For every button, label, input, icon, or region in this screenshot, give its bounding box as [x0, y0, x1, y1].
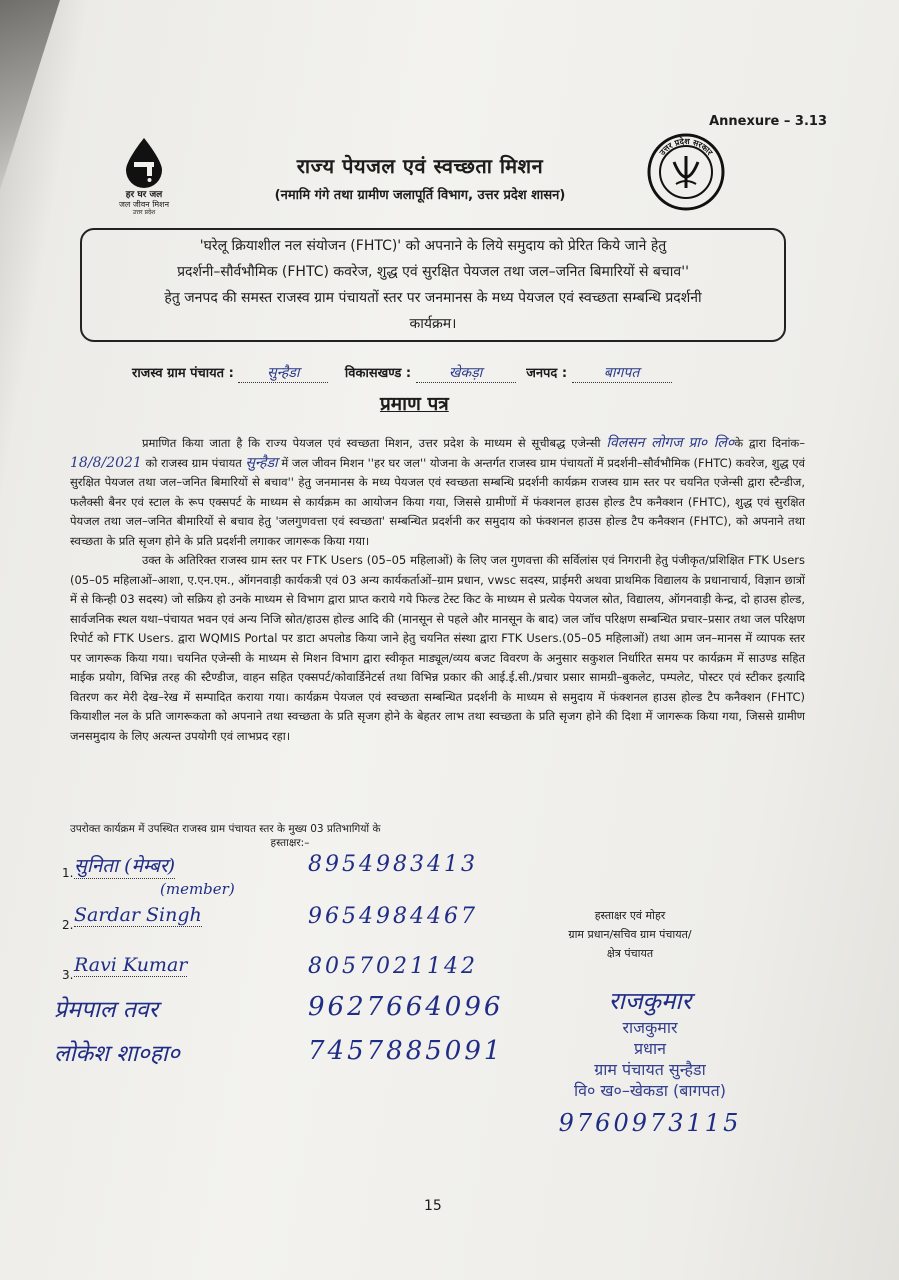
pradhan-phone: 9760973115 [558, 1109, 742, 1137]
participant-number: 2. [62, 918, 74, 932]
certificate-body [70, 434, 805, 746]
participant-signature: Ravi Kumar [74, 954, 188, 976]
village-name: सुन्हैडा [245, 454, 278, 471]
participant-phone: 7457885091 [308, 1036, 504, 1066]
janpad-value: बागपत [572, 363, 672, 383]
mission-title: राज्य पेयजल एवं स्वच्छता मिशन [296, 154, 544, 178]
paragraph-2: उक्त के अतिरिक्त राजस्व ग्राम स्तर पर FTK Users (05–05 महिलाओं) के लिए जल गुणवत्ता की सर्विलांस एवं निगरानी हेतु पंजीकृत/प्रशिक्षित FTK Users (05–05 महिलाओं–आशा, ए.एन.एम., ऑगनवाड़ी कार्यकत्री एवं 03 अन्य कार्यकर्ताओं–ग्राम प्रधान, vwsc सदस्य, प्राईमरी अथवा प्राथमिक विद्यालय के प्रधानाचार्य, विज्ञान छात्रों में से किन्ही 03 सदस्य) जो सक्रिय हो उनके माध्यम से विभाग द्वारा प्राप्त कराये गये फिल्ड टेस्ट किट के माध्यम से प्रत्येक पेयजल स्रोत, विद्यालय, ऑगनवाड़ी केन्द्र, दो हाउस होल्ड, सार्वजनिक स्थल यथा–पंचायत भवन एवं अन्य निजि स्रोत/हाउस होल्ड आदि की (मानसून से पहले और मानसून के बाद) जल जॉच परिक्षण सम्बन्धित प्रचार–प्रसार तथा जल परिक्षण रिपोर्ट को FTK Users. द्वारा WQMIS Portal पर डाटा अपलोड किया जाने हेतु चयनित संस्था द्वारा FTK Users.(05–05 महिलाओं) तथा आम जन–मानस में व्यापक स्तर पर जागरूक किया गया। चयनित एजेन्सी के माध्यम से मिशन विभाग द्वारा स्वीकृत माड्यूल/व्यय बजट विवरण के अनुसार सकुशल निर्धारित समय पर कार्यक्रम में साउण्ड सहित माईक प्रयोग, विभिन्न तरह की स्टैण्डीज, वाहन सहित एक्सपर्ट/कोवार्डिनेटर्स तथा विभिन्न प्रकार की आई.ई.सी./प्रचार प्रसार सामग्री–बुकलेट, पम्पलेट, पोस्टर एवं स्टीकर इत्यादि वितरण कर मेरी देख–रेख में सम्पादित कराया गया। कार्यक्रम पेयजल एवं स्वच्छता सम्बन्धित प्रदर्शनी के माध्यम से समुदाय में फंक्शनल हाउस होल्ड टैप कनैक्शन (FHTC) कियाशील नल के प्रति जागरूकता को अपनाने तथा स्वच्छता के प्रति सृजग होने के बेहतर लाभ तथा स्वच्छता के प्रति सृजग होने की दिशा में जागरूक किया गया, जिससे ग्रामीण जनसमुदाय के लिए अत्यन्त उपयोगी एवं लाभप्रद रहा। [70, 553, 805, 743]
vikaskhand-value: खेकड़ा [416, 363, 516, 383]
participant-number: 3. [62, 968, 74, 982]
stamp-label-line3: क्षेत्र पंचायत [606, 947, 654, 960]
mission-subtitle: (नमामि गंगे तथा ग्रामीण जलापूर्ति विभाग, उत्तर प्रदेश शासन) [274, 188, 566, 203]
paragraph-1 [70, 434, 805, 551]
up-government-emblem [646, 132, 726, 216]
pradhan-panchayat: ग्राम पंचायत सुन्हैडा [594, 1060, 706, 1079]
participant-phone: 8954983413 [308, 852, 478, 877]
signatures-intro-line: उपरोक्त कार्यक्रम में उपस्थित राजस्व ग्राम पंचायत स्तर के मुख्य 03 प्रतिभागियों के [70, 823, 381, 835]
water-drop-icon [122, 136, 166, 188]
stamp-label [530, 906, 730, 963]
har-ghar-jal-logo [104, 136, 184, 217]
participant-row [50, 1036, 570, 1076]
logo-line1: हर घर जल [125, 190, 163, 200]
agency-name: विलसन लोगज [606, 435, 683, 451]
vikaskhand-label: विकासखण्ड : [344, 366, 412, 381]
pradhan-signature: राजकुमार [608, 987, 692, 1015]
participant-note: (member) [160, 880, 235, 898]
participant-row [50, 852, 570, 898]
participant-signature: सुनिता (मेम्बर) [74, 852, 175, 879]
participant-row [50, 954, 570, 994]
participant-phone: 9654984467 [308, 904, 478, 929]
p1-text-d: में जल जीवन मिशन ''हर घर जल'' योजना के अन्तर्गत राजस्व ग्राम पंचायतों में प्रदर्शनी–सौर्वभौमिक (FHTC) कवरेज, शुद्ध एवं सुरक्षित पेयजल तथा जल–जनित बिमारियों से बचाव'' हेतु जनमानस के मध्य पेयजल एवं स्वच्छता सम्बन्धि प्रदर्शनी कार्यक्रम राजस्व ग्राम स्तर पर चयनित एजेन्सी द्वारा स्टैन्डीज, फलैक्सी बैनर एवं स्टाल के रूप एक्सपर्ट के माध्यम से कार्यक्रम का आयोजन किया गया, जिससे ग्रामीणों में फंक्शनल हाउस होल्ड टैप कनैक्शन (FHTC), शुद्ध एवं सुरक्षित पेयजल तथा जल–जनित बीमारियों से बचाव हेतु 'जलगुणवत्ता एवं स्वच्छता' सम्बन्धित प्रदर्शनी कर समुदाय को फंक्शनल हाउस होल्ड टैप कनैक्शन (FHTC), को अपनाने तथा स्वच्छता के प्रति सृजग होने के प्रति प्रदर्शनी लगाकर जागरूक किया गया। [70, 455, 806, 548]
agency-name-suffix: प्रा० लि० [688, 435, 735, 451]
participant-number: 1. [62, 866, 74, 880]
logo-line2: जल जीवन मिशन [118, 200, 170, 209]
pradhan-designation: प्रधान [634, 1039, 666, 1058]
participant-phone: 8057021142 [308, 954, 478, 979]
p1-text-c: को राजस्व ग्राम पंचायत [145, 455, 242, 470]
participant-row [50, 992, 570, 1032]
box-line-4: कार्यक्रम। [409, 316, 457, 332]
signatures-header: हस्ताक्षर:– [270, 837, 310, 849]
pradhan-block: वि० ख०–खेकडा (बागपत) [573, 1081, 726, 1100]
emblem-icon [646, 132, 726, 212]
stamp-label-line1: हस्ताक्षर एवं मोहर [594, 909, 666, 922]
p1-text-b: के द्वारा दिनांक– [734, 436, 806, 450]
header-title-block [200, 152, 640, 203]
stamp-label-line2: ग्राम प्रधान/सचिव ग्राम पंचायत/ [568, 928, 692, 941]
janpad-label: जनपद : [526, 366, 568, 381]
signatures-intro [70, 822, 510, 850]
logo-line3: उत्तर प्रदेश [132, 209, 156, 216]
pradhan-signature-block [530, 984, 770, 1137]
certificate-title: प्रमाण पत्र [380, 393, 449, 415]
gram-panchayat-value: सुन्हैडा [238, 363, 328, 383]
participant-signature: लोकेश शा०हा० [54, 1041, 180, 1067]
page-corner-shadow [0, 0, 60, 190]
participant-phone: 9627664096 [308, 992, 504, 1022]
box-line-3: हेतु जनपद की समस्त राजस्व ग्राम पंचायतों स्तर पर जनमानस के मध्य पेयजल एवं स्वच्छता सम्बन्धि प्रदर्शनी [164, 290, 702, 306]
participant-signature: Sardar Singh [74, 904, 202, 926]
box-line-1: 'घरेलू क्रियाशील नल संयोजन (FHTC)' को अपनाने के लिये समुदाय को प्रेरित किये जाने हेतु [199, 238, 667, 254]
program-date: 18/8/2021 [70, 454, 142, 471]
pradhan-name: राजकुमार [622, 1018, 678, 1037]
participant-signature: प्रेमपाल तवर [54, 997, 159, 1023]
location-fields [132, 363, 772, 383]
annexure-label: Annexure – 3.13 [709, 114, 827, 129]
participant-row [50, 904, 570, 944]
p1-text-a: प्रमाणित किया जाता है कि राज्य पेयजल एवं स्वच्छता मिशन, उत्तर प्रदेश के माध्यम से सूचीबद्ध एजेन्सी [142, 436, 601, 450]
page-number: 15 [424, 1198, 442, 1214]
box-line-2: प्रदर्शनी–सौर्वभौमिक (FHTC) कवरेज, शुद्ध एवं सुरक्षित पेयजल तथा जल–जनित बिमारियों से बचाव'' [177, 264, 689, 280]
emblem-text: उत्तर प्रदेश सरकार [657, 136, 715, 158]
gram-panchayat-label: राजस्व ग्राम पंचायत : [132, 366, 234, 381]
program-description-box [80, 228, 786, 342]
